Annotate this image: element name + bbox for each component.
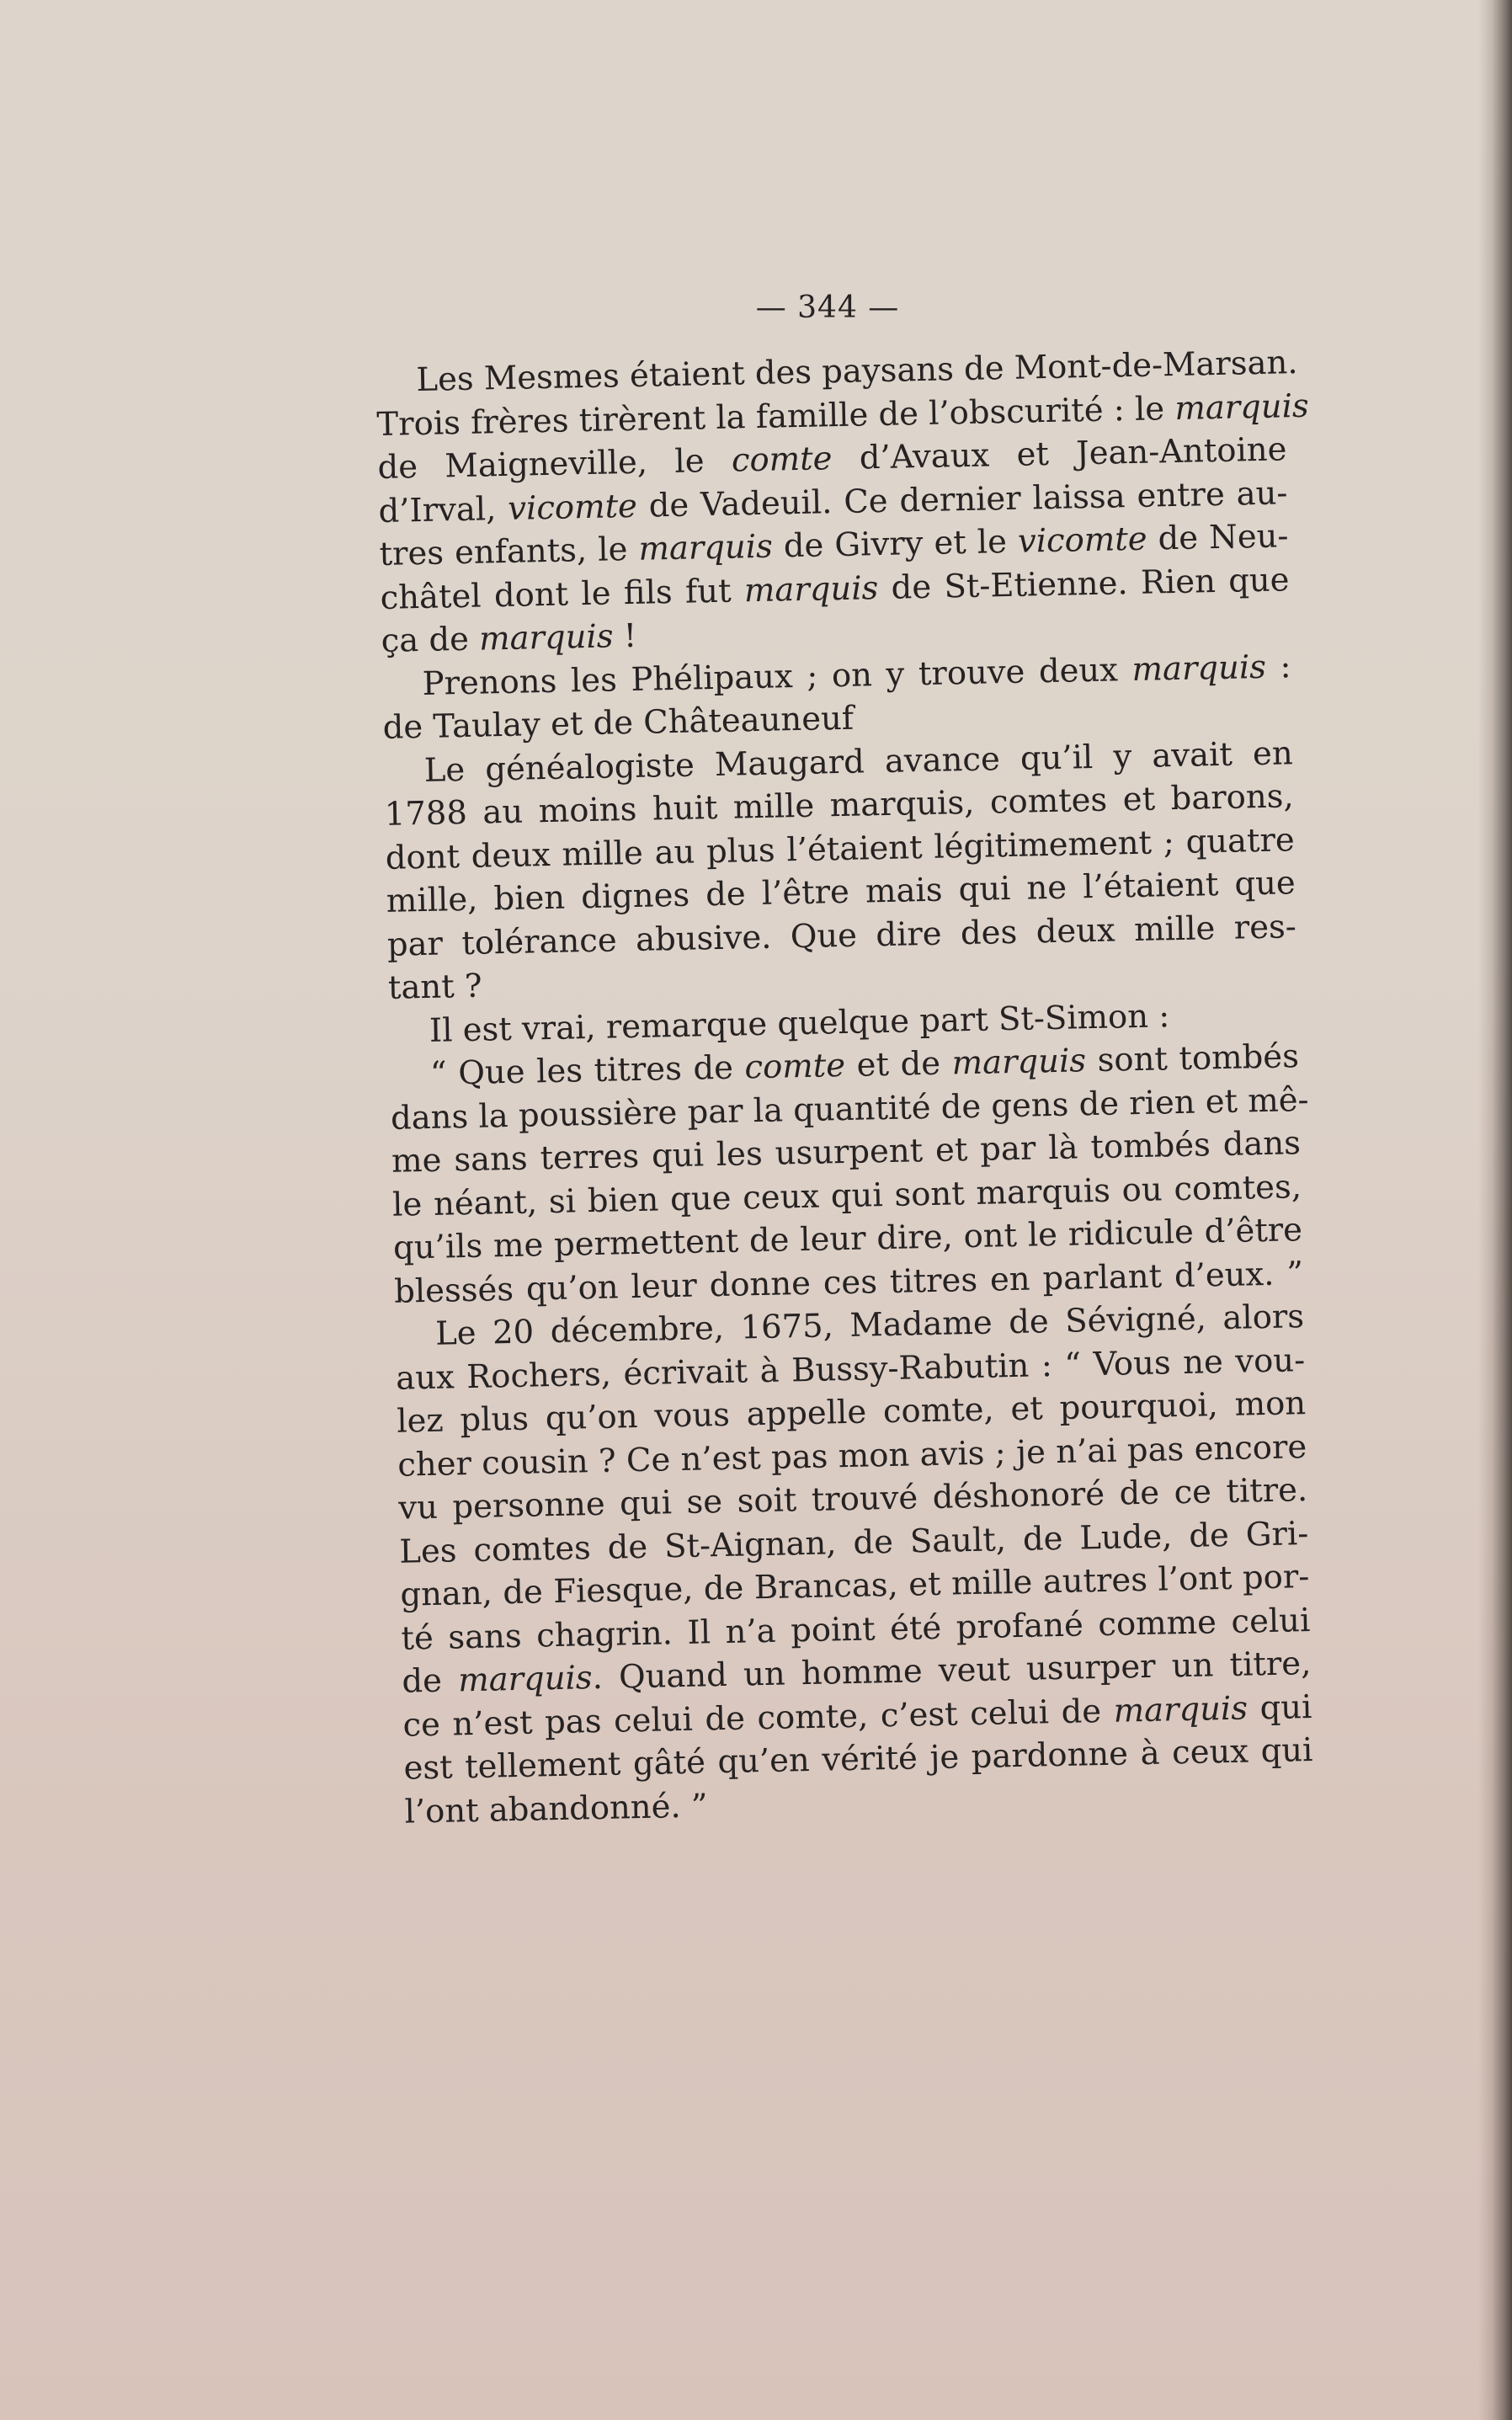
- text-run: lez plus qu’on vous appelle comte, et pourquoi, mon: [396, 1384, 1307, 1441]
- text-run: par tolérance abusive. Que dire des deux mille res-: [386, 907, 1297, 964]
- text-run: me sans terres qui les usurpent et par là tombés dans: [391, 1124, 1302, 1181]
- text-run: dont deux mille au plus l’étaient légitimement ; quatre: [385, 820, 1296, 877]
- text-run: tant ?: [387, 967, 482, 1007]
- text-run: de St-Etienne. Rien que: [877, 560, 1290, 607]
- text-run: 1788 au moins huit mille marquis, comtes et barons,: [384, 777, 1295, 834]
- text-run: Il est vrai, remarque quelque part St-Simon :: [429, 996, 1170, 1050]
- text-run: et de: [844, 1044, 953, 1085]
- text-run: sont tombés: [1085, 1037, 1300, 1080]
- italic-word: marquis: [951, 1042, 1087, 1083]
- text-run: Le généalogiste Maugard avance qu’il y avait en: [423, 733, 1294, 790]
- text-run: Les comtes de St-Aignan, de Sault, de Lude, de Gri-: [398, 1514, 1309, 1571]
- text-run: qui: [1247, 1687, 1312, 1728]
- text-run: ce n’est pas celui de comte, c’est celui de: [402, 1692, 1115, 1745]
- page-edge-shadow: [1478, 0, 1512, 2420]
- italic-word: marquis: [1113, 1689, 1248, 1730]
- text-run: dans la poussière par la quantité de gens de rien et mê-: [390, 1080, 1309, 1138]
- text-run: de Maigneville, le: [377, 441, 732, 487]
- italic-word: marquis: [1174, 386, 1310, 428]
- italic-word: marquis: [478, 617, 614, 658]
- italic-word: comte: [731, 440, 833, 480]
- italic-word: marquis: [743, 568, 879, 610]
- text-run: ça de: [381, 620, 480, 660]
- text-run: l’ont abandonné. ”: [404, 1786, 708, 1831]
- text-run: Prenons les Phélipaux ; on y trouve deux: [422, 650, 1132, 703]
- text-run: aux Rochers, écrivait à Bussy-Rabutin : “ Vous ne vou-: [395, 1341, 1306, 1398]
- text-run: qu’ils me permettent de leur dire, ont le ridicule d’être: [392, 1211, 1303, 1267]
- body-text: [375, 341, 1314, 1833]
- italic-word: vicomte: [1017, 520, 1147, 561]
- text-run: tres enfants, le: [379, 530, 639, 573]
- italic-word: marquis: [1131, 648, 1267, 689]
- text-run: Trois frères tirèrent la famille de l’obscurité : le: [376, 389, 1175, 444]
- text-run: le néant, si bien que ceux qui sont marquis ou comtes,: [391, 1167, 1302, 1224]
- italic-word: marquis: [637, 527, 774, 568]
- text-run: de Neu-: [1147, 517, 1289, 558]
- text-run: Les Mesmes étaient des paysans de Mont-de-Marsan.: [416, 344, 1298, 400]
- italic-word: vicomte: [507, 487, 638, 528]
- text-run: de Givry et le: [772, 522, 1019, 566]
- page-number: — 344 —: [755, 291, 900, 325]
- text-run: “ Que les titres de: [429, 1048, 745, 1093]
- text-run: vu personne qui se soit trouvé déshonoré de ce titre.: [397, 1471, 1308, 1527]
- italic-word: marquis: [457, 1659, 594, 1700]
- text-run: châtel dont le fils fut: [380, 571, 745, 617]
- text-run: de: [402, 1661, 459, 1701]
- text-run: est tellement gâté qu’en vérité je pardonne à ceux qui: [403, 1730, 1313, 1788]
- text-run: Le 20 décembre, 1675, Madame de Sévigné, alors: [434, 1298, 1305, 1353]
- italic-word: comte: [744, 1046, 846, 1087]
- text-run: de Vadeuil. Ce dernier laissa entre au-: [636, 473, 1288, 525]
- text-run: de Taulay et de Châteauneuf: [382, 699, 854, 747]
- text-run: mille, bien dignes de l’être mais qui ne l’étaient que: [386, 864, 1296, 920]
- text-run: té sans chagrin. Il n’a point été profané comme celui: [401, 1601, 1311, 1658]
- text-run: d’Irval,: [378, 489, 508, 530]
- text-run: :: [1265, 647, 1291, 686]
- text-run: !: [613, 616, 637, 656]
- text-run: . Quand un homme veut usurper un titre,: [592, 1644, 1312, 1698]
- text-run: blessés qu’on leur donne ces titres en parlant d’eux. ”: [393, 1254, 1304, 1311]
- text-run: d’Avaux et Jean-Antoine: [831, 430, 1287, 478]
- text-run: cher cousin ? Ce n’est pas mon avis ; je n’ai pas encore: [397, 1427, 1307, 1485]
- text-run: gnan, de Fiesque, de Brancas, et mille autres l’ont por-: [400, 1558, 1310, 1614]
